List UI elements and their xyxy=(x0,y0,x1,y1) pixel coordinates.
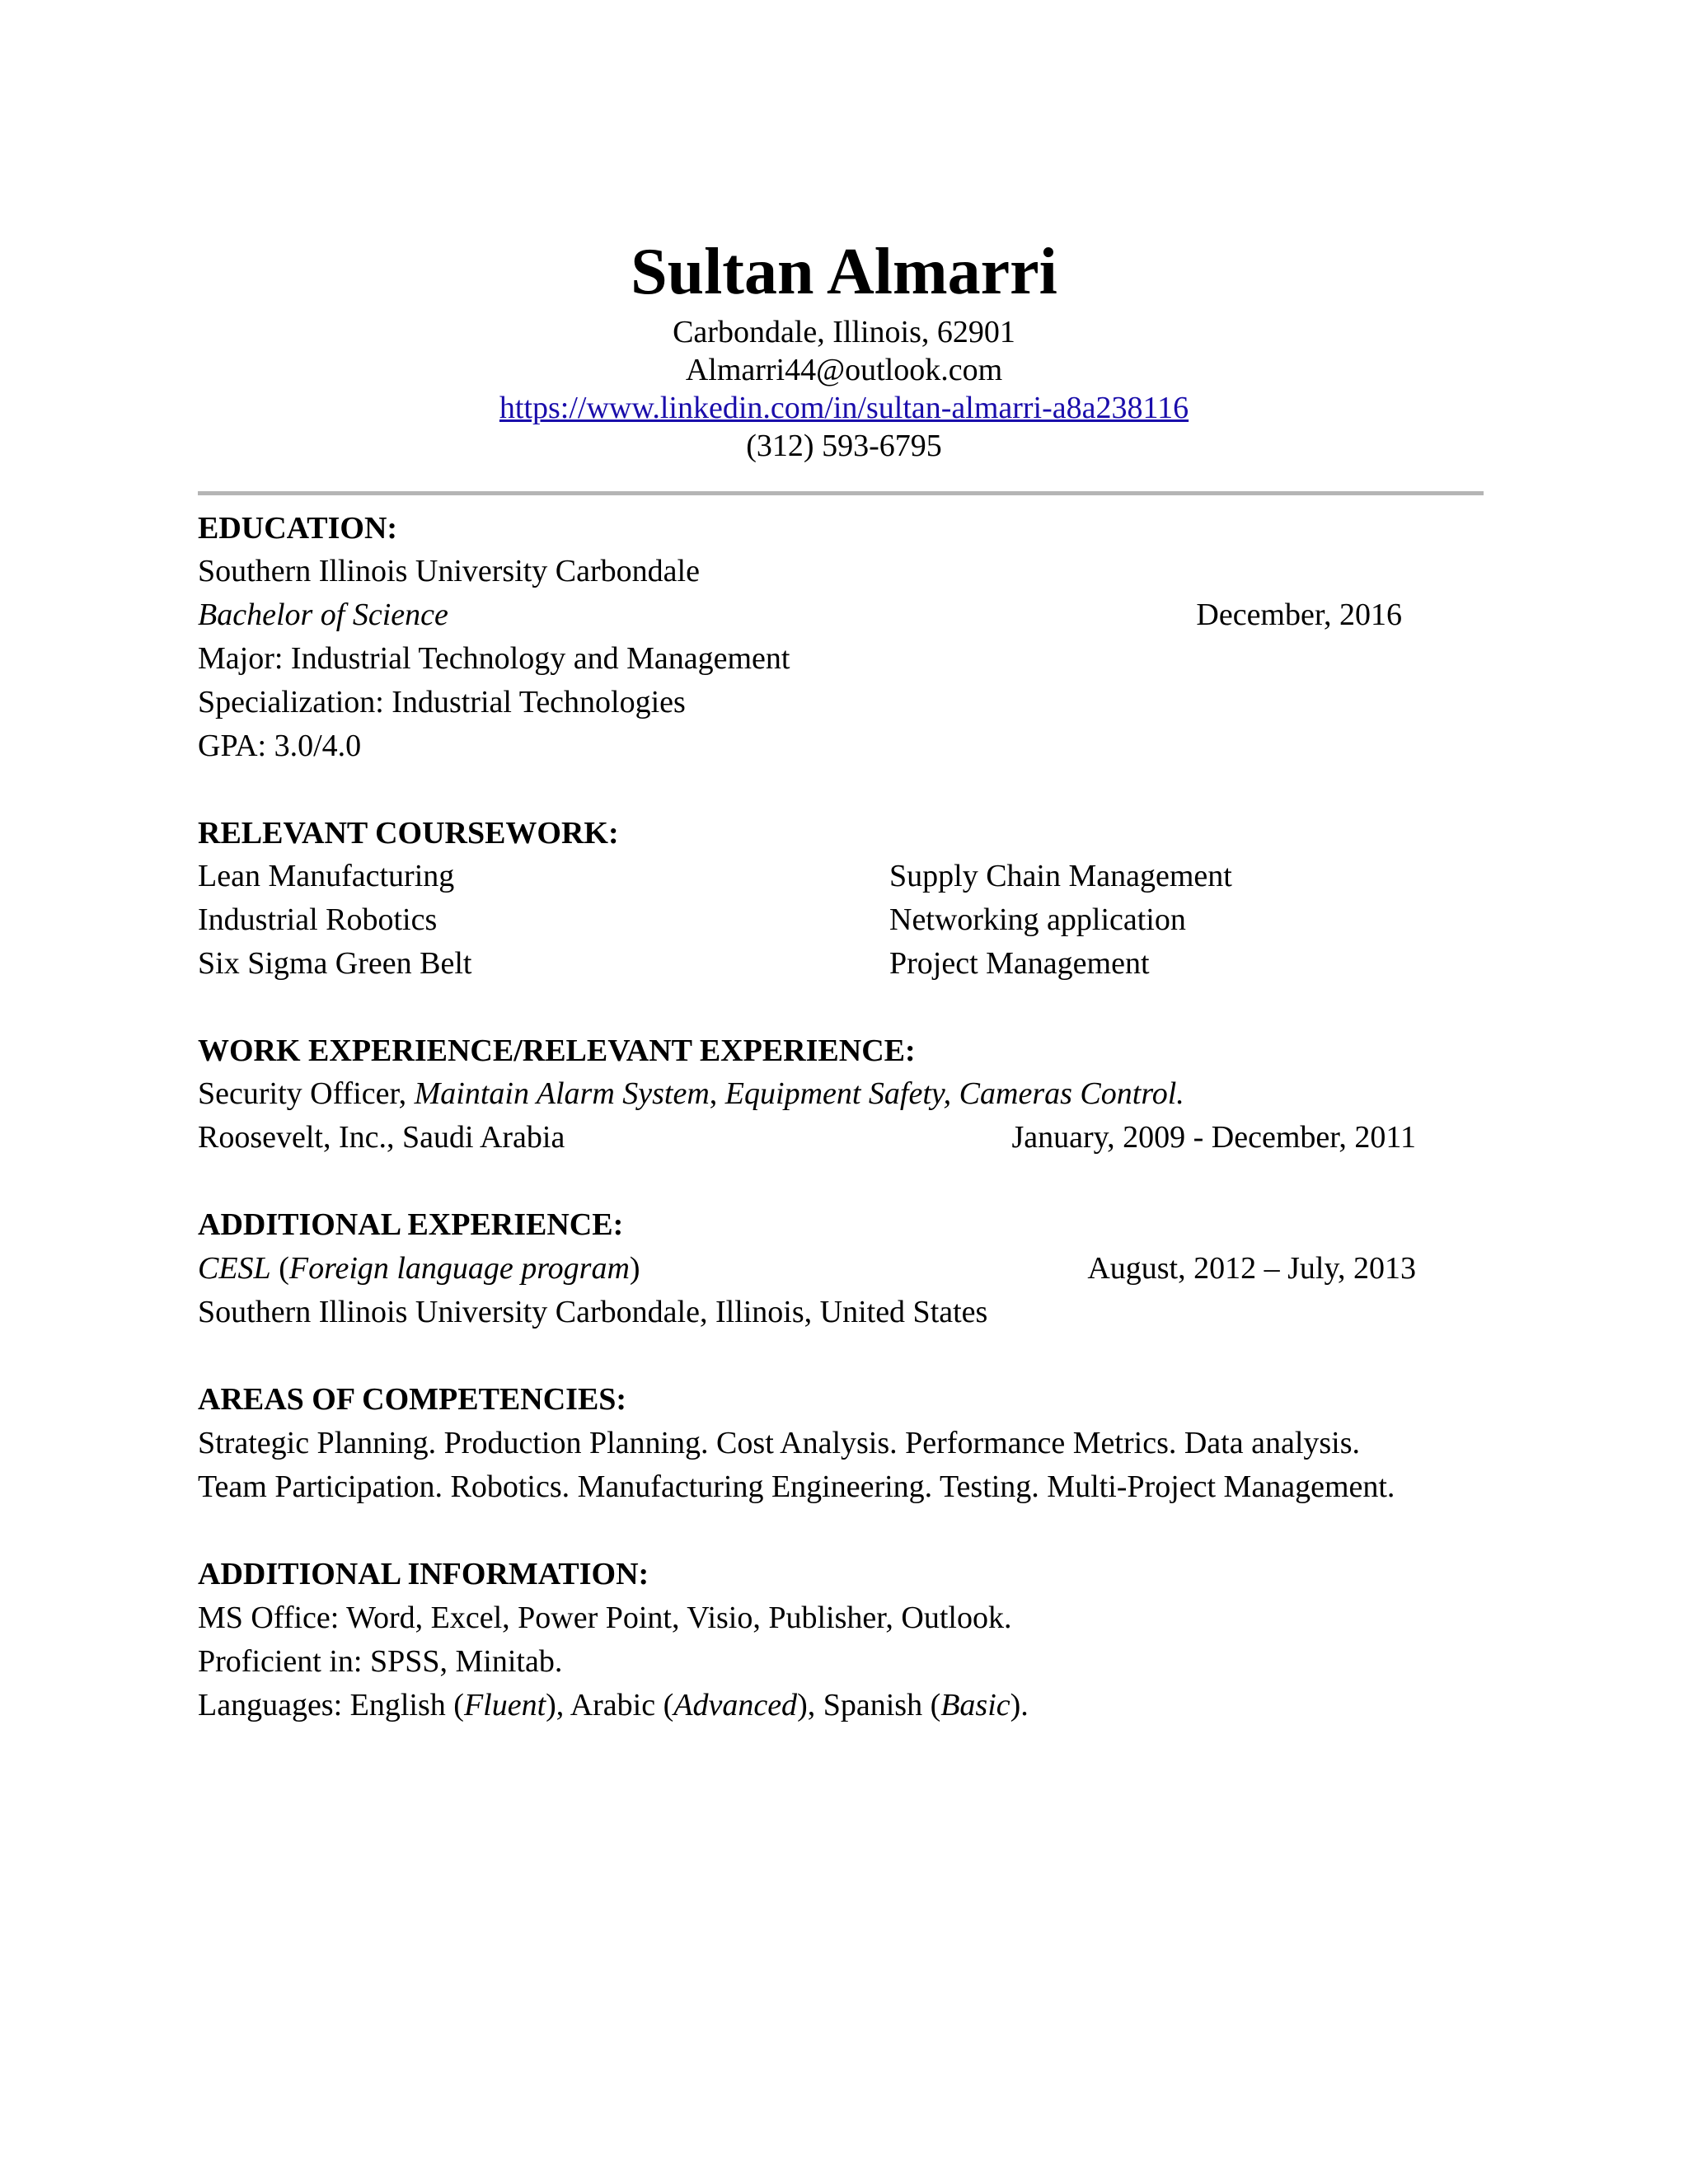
phone-text: (312) 593-6795 xyxy=(746,429,942,463)
coursework-heading: RELEVANT COURSEWORK: xyxy=(198,816,619,851)
education-date: December, 2016 xyxy=(1196,598,1402,632)
additional-experience-program-line xyxy=(198,1249,640,1287)
course-item: Supply Chain Management xyxy=(889,859,1232,893)
work-title: Security Officer, xyxy=(198,1076,415,1111)
education-heading: EDUCATION: xyxy=(198,511,398,546)
email-text: Almarri44@outlook.com xyxy=(685,353,1003,387)
work-date: January, 2009 - December, 2011 xyxy=(1011,1120,1416,1155)
languages-line xyxy=(198,1686,1029,1724)
work-employer: Roosevelt, Inc., Saudi Arabia xyxy=(198,1120,565,1155)
additional-experience-heading: ADDITIONAL EXPERIENCE: xyxy=(198,1207,624,1242)
language-level: Basic xyxy=(940,1688,1010,1722)
work-duty: Maintain Alarm System xyxy=(414,1076,710,1111)
education-major: Major: Industrial Technology and Management xyxy=(198,641,790,676)
language-level: Advanced xyxy=(673,1688,798,1722)
work-heading: WORK EXPERIENCE/RELEVANT EXPERIENCE: xyxy=(198,1033,916,1068)
course-item: Industrial Robotics xyxy=(198,902,438,937)
course-item: Six Sigma Green Belt xyxy=(198,946,472,981)
work-separator: , xyxy=(709,1076,725,1111)
education-degree: Bachelor of Science xyxy=(198,598,448,632)
work-title-line xyxy=(198,1075,1184,1113)
software-proficiency: Proficient in: SPSS, Minitab. xyxy=(198,1644,563,1679)
languages-text: ), Spanish ( xyxy=(797,1688,941,1722)
work-duty: Equipment Safety, Cameras Control. xyxy=(724,1076,1184,1111)
education-specialization: Specialization: Industrial Technologies xyxy=(198,685,686,719)
paren-open: ( xyxy=(270,1251,289,1286)
education-gpa: GPA: 3.0/4.0 xyxy=(198,729,362,763)
resume-header xyxy=(0,231,1688,465)
program-description: Foreign language program xyxy=(288,1251,630,1286)
competencies-line: Team Participation. Robotics. Manufacturing Engineering. Testing. Multi-Project Management. xyxy=(198,1469,1395,1504)
additional-info-heading: ADDITIONAL INFORMATION: xyxy=(198,1557,649,1591)
paren-close: ) xyxy=(629,1251,640,1286)
languages-text: ), Arabic ( xyxy=(546,1688,674,1722)
course-item: Project Management xyxy=(889,946,1150,981)
header-divider xyxy=(198,491,1484,495)
course-item: Lean Manufacturing xyxy=(198,859,455,893)
languages-text: ). xyxy=(1010,1688,1029,1722)
education-school: Southern Illinois University Carbondale xyxy=(198,554,700,588)
linkedin-link[interactable]: https://www.linkedin.com/in/sultan-almarri-a8a238116 xyxy=(499,391,1189,425)
program-name: CESL xyxy=(198,1251,271,1286)
languages-text: Languages: English ( xyxy=(198,1688,464,1722)
additional-experience-location: Southern Illinois University Carbondale, Illinois, United States xyxy=(198,1295,988,1329)
additional-experience-date: August, 2012 – July, 2013 xyxy=(1087,1251,1416,1286)
language-level: Fluent xyxy=(463,1688,546,1722)
competencies-line: Strategic Planning. Production Planning. Cost Analysis. Performance Metrics. Data analysis. xyxy=(198,1426,1361,1460)
candidate-name: Sultan Almarri xyxy=(631,236,1057,308)
location-text: Carbondale, Illinois, 62901 xyxy=(673,315,1015,349)
competencies-heading: AREAS OF COMPETENCIES: xyxy=(198,1382,627,1417)
ms-office-skills: MS Office: Word, Excel, Power Point, Visio, Publisher, Outlook. xyxy=(198,1601,1012,1635)
course-item: Networking application xyxy=(889,902,1186,937)
